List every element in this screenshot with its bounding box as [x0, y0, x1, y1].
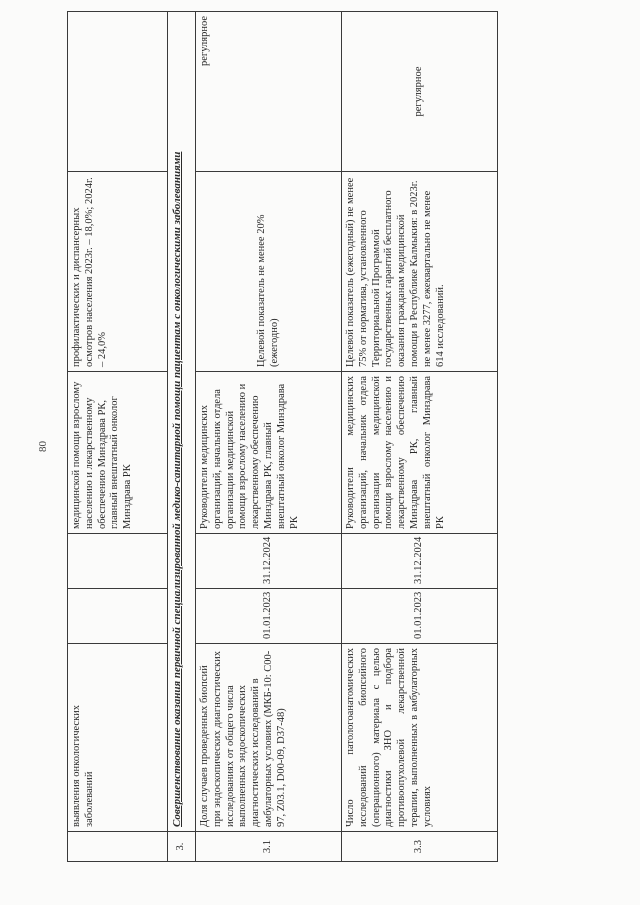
- page-number: 80: [37, 441, 49, 452]
- indicator-cell: Доля случаев проведенных биопсий при эндоскопических диагностических исследованиях от общего числа выполненных эндоскопических диагностических исследований в амбулаторных условиях (МКБ-10: С00-97, Z03.1, D00-09, D37-48): [196, 644, 342, 832]
- table-row: [68, 12, 168, 862]
- end-date-cell: 31.12.2024: [342, 534, 498, 589]
- indicator-cell: Число патологоанатомических исследований биопсийного (операционного) материала с целью диагностики ЗНО и подбора противоопухолевой лекарственной терапии, выполненных в амбулаторных условиях: [342, 644, 498, 832]
- start-date-cell: 01.01.2023: [342, 589, 498, 644]
- responsible-cell: Руководители медицинских организаций, начальник отдела организации медицинской помощи взрослому населению и лекарственному обеспечению Минздрава РК, главный внештатный онколог Минздрава РК: [342, 372, 498, 534]
- row-number: 3.1: [196, 832, 342, 862]
- responsible-cell: Руководители медицинских организаций, начальник отдела организации медицинской помощи взрослому населению и лекарственному обеспечению Минздрава РК, главный внештатный онколог Минздрава РК: [196, 372, 342, 534]
- table-row: [196, 12, 342, 862]
- table-row: [342, 12, 498, 862]
- target-cell: Целевой показатель (ежегодный) не менее 75% от норматива, установленного Территориальной Программой государственных гарантий бесплатного оказания гражданам медицинской помощи в Республике Калмыкия: в 2023г. не менее 3277, ежеквартально не менее 614 исследований.: [342, 172, 498, 372]
- end-date-cell: [68, 534, 168, 589]
- start-date-cell: 01.01.2023: [196, 589, 342, 644]
- section-row: [168, 12, 196, 862]
- section-title: Совершенствование оказания первичной специализированной медико-санитарной помощи пациентам с онкологическими заболеваниями: [168, 12, 196, 832]
- row-number: [68, 832, 168, 862]
- indicator-cell: выявления онкологических заболеваний: [68, 644, 168, 832]
- periodicity-cell: регулярное: [342, 12, 498, 172]
- start-date-cell: [68, 589, 168, 644]
- periodicity-cell: [68, 12, 168, 172]
- section-number: 3.: [168, 832, 196, 862]
- target-cell: профилактических и диспансерных осмотров населения 2023г. – 18,0%; 2024г. – 24,0%: [68, 172, 168, 372]
- target-cell: Целевой показатель не менее 20% (ежегодно): [196, 172, 342, 372]
- rotated-table-sheet: [67, 12, 497, 862]
- end-date-cell: 31.12.2024: [196, 534, 342, 589]
- responsible-cell: медицинской помощи взрослому населению и лекарственному обеспечению Минздрава РК, главный внештатный онколог Минздрава РК: [68, 372, 168, 534]
- periodicity-cell: регулярное: [196, 12, 342, 172]
- measures-table: [67, 11, 498, 862]
- row-number: 3.3: [342, 832, 498, 862]
